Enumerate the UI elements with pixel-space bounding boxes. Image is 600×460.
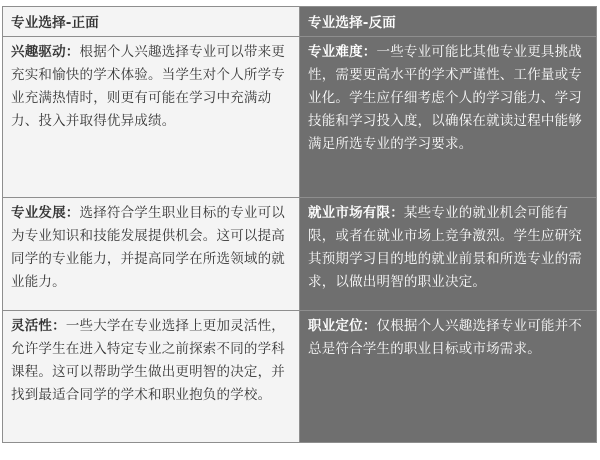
cons-header: 专业选择-反面: [300, 7, 597, 37]
pros-cons-table: [2, 6, 597, 443]
pros-header: 专业选择-正面: [3, 7, 300, 37]
con-term: 专业难度：: [308, 44, 377, 60]
pro-text: 根据个人兴趣选择专业可以带来更充实和愉快的学术体验。当学生对个人所学专业充满热情时，则更有可能在学习中充满动力、投入并取得优异成绩。: [11, 44, 285, 129]
header-row: [3, 7, 597, 37]
con-term: 就业市场有限：: [308, 205, 404, 221]
pro-cell-interest: [3, 37, 300, 198]
pro-text: 一些大学在专业选择上更加灵活性，允许学生在进入特定专业之前探索不同的学科课程。这可以帮助学生做出更明智的决定，并找到最适合同学的学术和职业抱负的学校。: [11, 318, 286, 403]
con-term: 职业定位：: [308, 318, 377, 334]
pro-cell-flexibility: [3, 311, 300, 443]
table-row: [3, 198, 597, 311]
pro-term: 灵活性：: [11, 318, 66, 334]
pro-cell-development: [3, 198, 300, 311]
con-text: 仅根据个人兴趣选择专业可能并不总是符合学生的职业目标或市场需求。: [308, 318, 582, 357]
con-cell-career: [300, 311, 597, 443]
con-cell-job-market: [300, 198, 597, 311]
con-cell-difficulty: [300, 37, 597, 198]
con-text: 一些专业可能比其他专业更具挑战性，需要更高水平的学术严谨性、工作量或专业化。学生应仔细考虑个人的学习能力、学习技能和学习投入度，以确保在就读过程中能够满足所选专业的学习要求。: [308, 44, 582, 152]
table-row: [3, 311, 597, 443]
table-row: [3, 37, 597, 198]
pro-term: 专业发展：: [11, 205, 80, 221]
con-text: 某些专业的就业机会可能有限，或者在就业市场上竞争激烈。学生应研究其预期学习目的地的就业前景和所选专业的需求，以做出明智的职业决定。: [308, 205, 582, 290]
pro-term: 兴趣驱动：: [11, 44, 80, 60]
pro-text: 选择符合学生职业目标的专业可以为专业知识和技能发展提供机会。这可以提高同学的专业能力，并提高同学在所选领域的就业能力。: [11, 205, 285, 290]
